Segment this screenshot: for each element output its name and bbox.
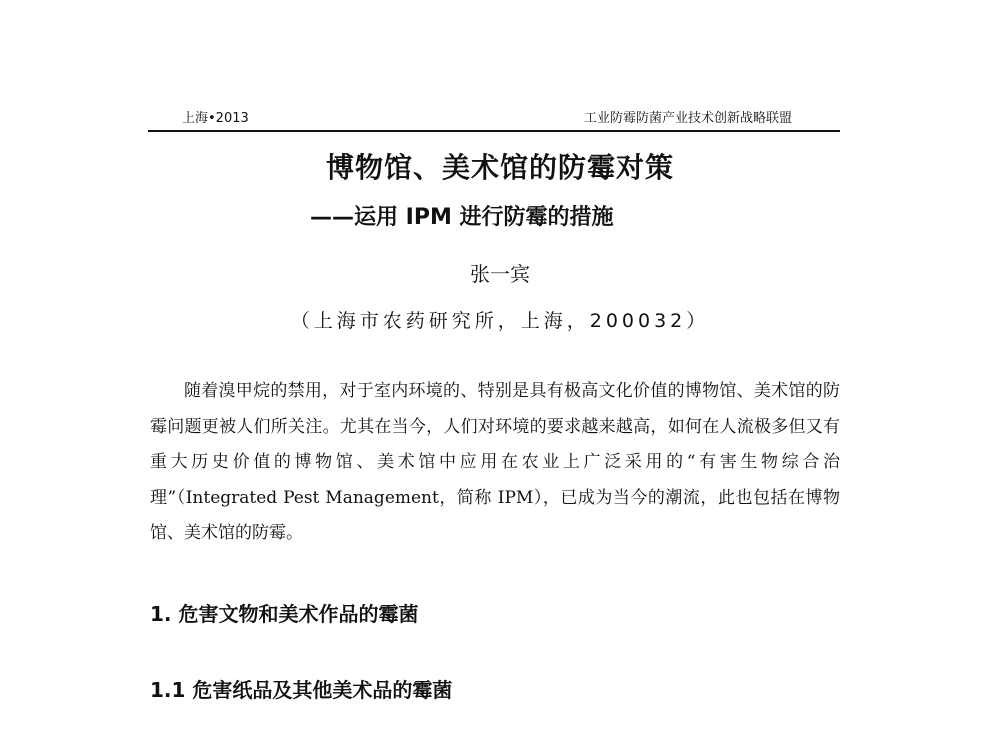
header-location-year: 上海•2013 [182, 111, 249, 126]
running-header [148, 104, 840, 132]
abstract-paragraph: 随着溴甲烷的禁用，对于室内环境的、特别是具有极高文化价值的博物馆、美术馆的防霉问题更被人们所关注。尤其在当今，人们对环境的要求越来越高，如何在人流极多但又有重大历史价值的博物馆、美术馆中应用在农业上广泛采用的“有害生物综合治理”（Integrated Pest Management，简称 IPM），已成为当今的潮流，此也包括在博物馆、美术馆的防霉。 [150, 381, 840, 543]
author-affiliation: （上海市农药研究所，上海，200032） [290, 310, 710, 332]
author-name: 张一宾 [470, 262, 530, 286]
article-subtitle: ——运用 IPM 进行防霉的措施 [310, 205, 614, 230]
article-title: 博物馆、美术馆的防霉对策 [325, 151, 674, 184]
section-heading-1-1: 1.1 危害纸品及其他美术品的霉菌 [150, 678, 453, 702]
header-organization: 工业防霉防菌产业技术创新战略联盟 [583, 111, 792, 126]
section-heading-1: 1. 危害文物和美术作品的霉菌 [150, 602, 419, 626]
